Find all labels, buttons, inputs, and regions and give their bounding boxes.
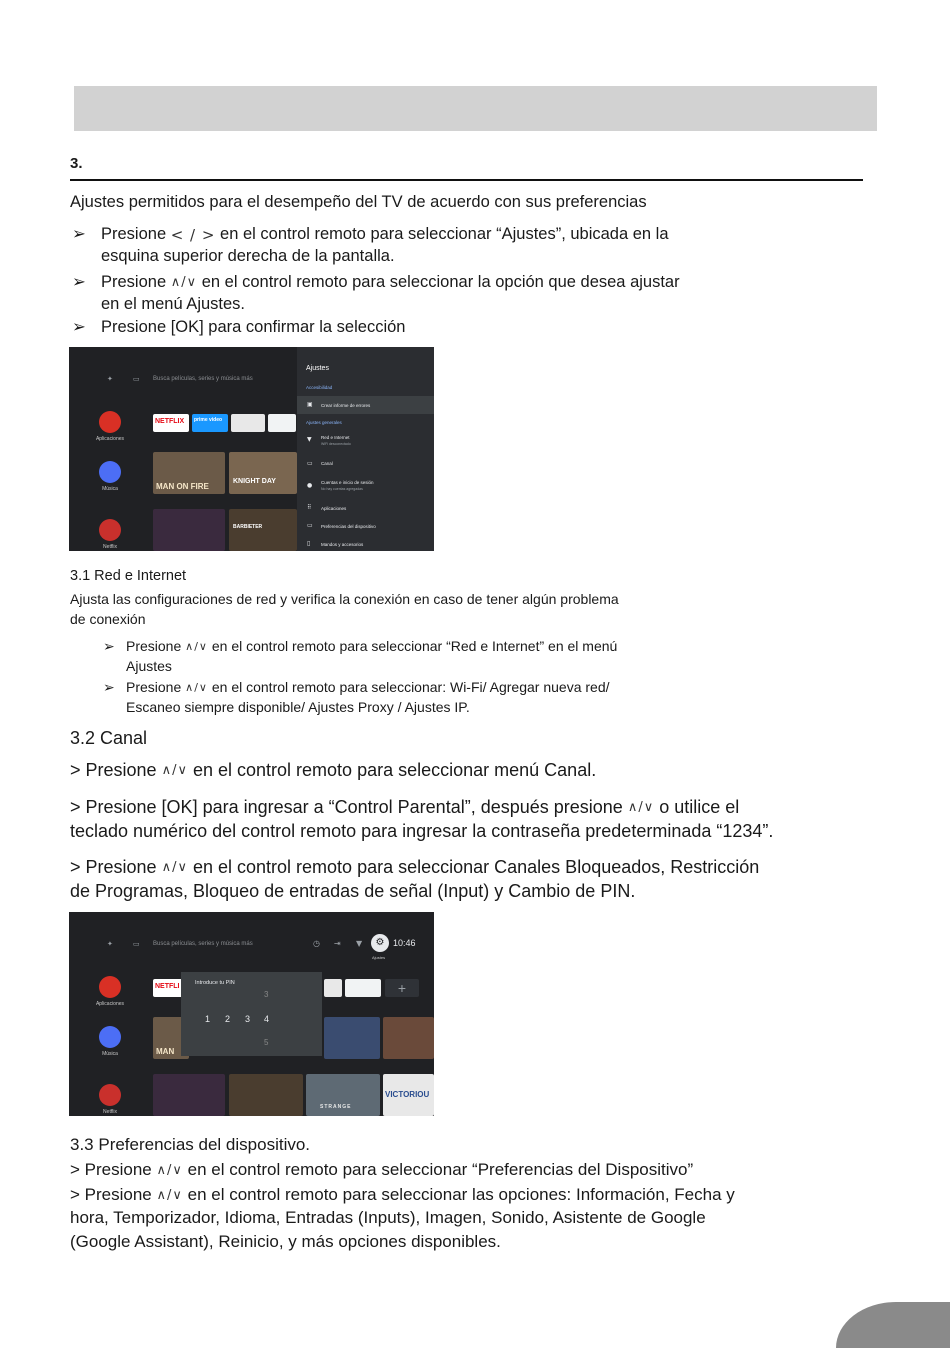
tv-settings-screenshot: ✦ ▭ Busca películas, series y música más Aplicaciones Música Netflix NETFLIX prime video MAN ON FIRE KNIGHT DAY BARBIETER Ajustes Accesibilidad ▣ Crear informe de errores Ajustes generales ▼ Red e Internet WiFi desconectado ▭ Canal ● Cuentas e inicio de sesión No hay cuentas agregadas ⠿ Aplicaciones ▭ Preferencias del dispositivo ▯ Mandos y accesorios: [69, 347, 434, 551]
account-icon: ●: [307, 482, 313, 489]
netflix-tile: NETFLI: [153, 979, 189, 997]
bullet-arrow-icon: ➢: [72, 225, 86, 243]
panel-title: Ajustes: [306, 365, 329, 372]
assistant-icon: ✦: [107, 375, 113, 383]
pin-digit[interactable]: 2: [225, 1014, 231, 1024]
search-hint: Busca películas, series y música más: [153, 941, 253, 947]
wifi-icon: ▼: [356, 939, 363, 948]
netflix-tile: NETFLIX: [153, 414, 189, 432]
subsection-desc: Ajusta las configuraciones de red y verifica la conexión en caso de tener algún problema: [70, 591, 619, 607]
keyboard-icon: ▭: [133, 375, 140, 383]
paragraph: > Presione ∧/∨ en el control remoto para seleccionar menú Canal.: [70, 758, 596, 783]
subsection-title: 3.3 Preferencias del dispositivo.: [70, 1135, 311, 1154]
tv-pin-screenshot: ✦ ▭ Busca películas, series y música más ◷ ⇥ ▼ ⚙ 10:46 Ajustes Aplicaciones Música Netflix NETFLI + MAN STRANGE VICTORIOU Introduce tu PIN 3 1 2 3 4 5: [69, 912, 434, 1116]
list-item: ➢ Presione ∧/∨ en el control remoto para seleccionar “Red e Internet” en el menú Ajustes: [103, 638, 618, 674]
paragraph: > Presione ∧/∨ en el control remoto para seleccionar “Preferencias del Dispositivo”: [70, 1159, 693, 1182]
keyboard-icon: ▭: [133, 940, 140, 948]
netflix-app-icon: [99, 519, 121, 541]
remote-icon: ▯: [307, 540, 311, 547]
barbie-tile: [229, 1074, 303, 1116]
add-icon: +: [385, 979, 419, 997]
device-icon: ▭: [307, 522, 313, 529]
paragraph: > Presione ∧/∨ en el control remoto para seleccionar Canales Bloqueados, Restricción: [70, 855, 759, 880]
wifi-icon: ▼: [307, 436, 312, 443]
up-down-arrows-icon: ∧/∨: [627, 800, 655, 816]
gear-icon[interactable]: ⚙: [371, 934, 389, 952]
section-number: 3.: [70, 155, 83, 172]
list-item: ➢ Presione [OK] para confirmar la selección: [72, 318, 406, 336]
show-tile: [153, 509, 225, 551]
input-icon: ⇥: [334, 939, 341, 948]
section-header-bar: [74, 86, 877, 131]
paragraph: > Presione ∧/∨ en el control remoto para seleccionar las opciones: Información, Fecha y: [70, 1184, 735, 1207]
settings-panel: Ajustes Accesibilidad ▣ Crear informe de errores Ajustes generales ▼ Red e Internet WiFi desconectado ▭ Canal ● Cuentas e inicio de sesión No hay cuentas agregadas ⠿ Aplicaciones ▭ Preferencias del dispositivo ▯ Mandos y accesorios: [297, 347, 434, 551]
movie-tile: [324, 1017, 380, 1059]
timer-icon: ◷: [313, 939, 320, 948]
bug-report-icon: ▣: [307, 401, 313, 408]
paragraph: > Presione [OK] para ingresar a “Control Parental”, después presione ∧/∨ o utilice el: [70, 795, 739, 820]
subsection-title: 3.1 Red e Internet: [70, 568, 187, 584]
bullet-arrow-icon: ➢: [103, 638, 115, 654]
bullet-arrow-icon: ➢: [72, 273, 86, 291]
apps-icon: [99, 976, 121, 998]
victorious-tile: VICTORIOU: [383, 1074, 434, 1116]
tv-tile: [231, 414, 265, 432]
music-icon: [99, 461, 121, 483]
tv-icon: ▭: [307, 460, 313, 467]
show-tile: [153, 1074, 225, 1116]
pin-digit[interactable]: 3: [245, 1014, 251, 1024]
search-hint: Busca películas, series y música más: [153, 376, 253, 382]
up-down-arrows-icon: ∧/∨: [185, 681, 208, 695]
prime-video-tile: prime video: [192, 414, 228, 432]
pin-digit[interactable]: 4: [264, 1014, 270, 1024]
up-down-arrows-icon: ∧/∨: [161, 763, 188, 779]
page-corner-tab: [836, 1302, 950, 1348]
play-tile: [268, 414, 296, 432]
section-rule: [70, 179, 863, 181]
bullet-arrow-icon: ➢: [72, 318, 86, 336]
netflix-app-icon: [99, 1084, 121, 1106]
left-right-arrows-icon: < / >: [170, 225, 216, 244]
play-tile: [345, 979, 381, 997]
subsection-title: 3.2 Canal: [70, 728, 148, 748]
strange-tile: STRANGE: [306, 1074, 380, 1116]
knight-day-tile: KNIGHT DAY: [229, 452, 297, 494]
man-on-fire-tile: MAN ON FIRE: [153, 452, 225, 494]
clock: 10:46: [393, 938, 416, 948]
barbie-tile: BARBIETER: [229, 509, 297, 551]
up-down-arrows-icon: ∧/∨: [156, 1187, 183, 1203]
movie-tile: [383, 1017, 434, 1059]
music-icon: [99, 1026, 121, 1048]
assistant-icon: ✦: [107, 940, 113, 948]
pin-dialog: Introduce tu PIN 3 1 2 3 4 5: [181, 972, 322, 1056]
apps-icon: [99, 411, 121, 433]
apps-grid-icon: ⠿: [307, 504, 312, 511]
up-down-arrows-icon: ∧/∨: [161, 860, 188, 876]
pin-digit[interactable]: 1: [205, 1014, 211, 1024]
pin-title: Introduce tu PIN: [195, 980, 235, 986]
list-item: ➢ Presione ∧/∨ en el control remoto para seleccionar la opción que desea ajustar en el menú Ajustes.: [72, 273, 680, 313]
app-tile: [324, 979, 342, 997]
up-down-arrows-icon: ∧/∨: [185, 640, 208, 654]
up-down-arrows-icon: ∧/∨: [170, 274, 198, 290]
bullet-arrow-icon: ➢: [103, 679, 115, 695]
man-on-fire-tile: MAN: [153, 1017, 189, 1059]
list-item: ➢ Presione < / > en el control remoto para seleccionar “Ajustes”, ubicada en la esquina superior derecha de la pantalla.: [72, 225, 669, 265]
section-intro: Ajustes permitidos para el desempeño del TV de acuerdo con sus preferencias: [70, 193, 647, 211]
list-item: ➢ Presione ∧/∨ en el control remoto para seleccionar: Wi-Fi/ Agregar nueva red/ Escaneo siempre disponible/ Ajustes Proxy / Ajustes IP.: [103, 679, 610, 715]
up-down-arrows-icon: ∧/∨: [156, 1162, 183, 1178]
